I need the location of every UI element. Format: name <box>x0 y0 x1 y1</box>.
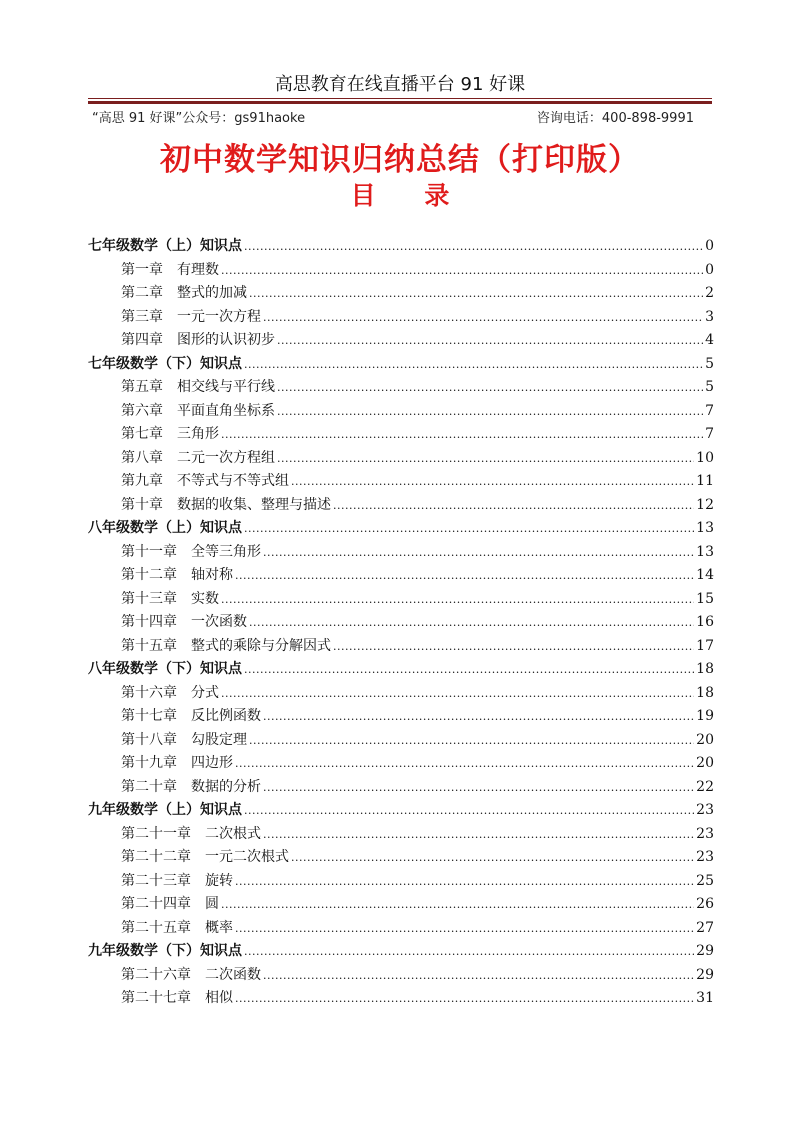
toc-label <box>88 940 242 960</box>
toc-page-number: 5 <box>705 355 714 372</box>
toc-dot-leader <box>249 732 694 748</box>
toc-dot-leader <box>249 285 703 301</box>
toc-dot-leader <box>244 802 694 818</box>
toc-dot-leader <box>277 450 694 466</box>
toc-label <box>88 658 242 678</box>
toc-chapter-title: 整式的加减 <box>177 285 247 301</box>
toc-chapter-row[interactable] <box>88 376 714 400</box>
toc-chapter-title: 一次函数 <box>191 614 247 630</box>
toc-page-number: 12 <box>696 496 714 513</box>
toc-chapter-title: 二次函数 <box>205 966 261 983</box>
toc-label <box>88 799 242 819</box>
toc-chapter-number: 第六章 <box>121 402 163 419</box>
toc-chapter-row[interactable] <box>88 494 714 518</box>
toc-label <box>121 400 275 420</box>
toc-section-title: 八年级数学（上）知识点 <box>88 520 242 536</box>
header-rule-thick <box>88 101 712 104</box>
toc-section-row[interactable] <box>88 517 714 541</box>
toc-page-number: 7 <box>705 402 714 419</box>
toc-chapter-number: 第三章 <box>121 308 163 325</box>
toc-page-number: 13 <box>696 543 714 560</box>
toc-chapter-row[interactable] <box>88 752 714 776</box>
toc-label <box>121 447 275 467</box>
toc-chapter-row[interactable] <box>88 588 714 612</box>
toc-chapter-row[interactable] <box>88 682 714 706</box>
toc-label <box>121 635 331 655</box>
toc-section-title: 九年级数学（下）知识点 <box>88 943 242 959</box>
toc-chapter-title: 轴对称 <box>191 567 233 583</box>
toc-chapter-row[interactable] <box>88 893 714 917</box>
toc-page-number: 19 <box>696 708 714 724</box>
toc-chapter-row[interactable] <box>88 423 714 447</box>
table-of-contents <box>88 235 714 1011</box>
toc-page-number: 27 <box>696 919 714 936</box>
toc-section-row[interactable] <box>88 235 714 259</box>
toc-chapter-number: 第二十二章 <box>121 849 191 865</box>
toc-label <box>88 353 242 373</box>
toc-chapter-number: 第十六章 <box>121 684 177 701</box>
toc-label <box>121 588 219 608</box>
phone-text: 咨询电话：400-898-9991 <box>536 111 694 126</box>
toc-chapter-title: 一元一次方程 <box>177 308 261 325</box>
toc-chapter-row[interactable] <box>88 846 714 870</box>
toc-page-number: 5 <box>705 379 714 395</box>
toc-page-number: 0 <box>705 238 714 254</box>
toc-label <box>121 494 331 514</box>
toc-dot-leader <box>244 356 703 372</box>
toc-chapter-title: 相似 <box>205 990 233 1006</box>
toc-chapter-number: 第九章 <box>121 473 163 489</box>
toc-label <box>121 776 261 796</box>
toc-dot-leader <box>235 990 694 1006</box>
toc-label <box>121 376 275 396</box>
toc-dot-leader <box>249 614 694 630</box>
toc-chapter-number: 第十四章 <box>121 614 177 630</box>
toc-page-number: 20 <box>696 755 714 771</box>
toc-label <box>121 823 261 843</box>
toc-chapter-title: 数据的收集、整理与描述 <box>177 496 331 513</box>
toc-chapter-title: 反比例函数 <box>191 708 261 724</box>
toc-dot-leader <box>263 967 694 983</box>
toc-chapter-title: 不等式与不等式组 <box>177 473 289 489</box>
toc-page-number: 7 <box>705 426 714 442</box>
toc-page-number: 4 <box>705 332 714 348</box>
toc-label <box>121 987 233 1007</box>
toc-dot-leader <box>235 567 694 583</box>
toc-chapter-row[interactable] <box>88 306 714 330</box>
toc-chapter-number: 第十二章 <box>121 567 177 583</box>
toc-chapter-title: 图形的认识初步 <box>177 332 275 348</box>
toc-page-number: 29 <box>696 943 714 959</box>
toc-page-number: 11 <box>696 473 714 489</box>
toc-dot-leader <box>263 826 694 842</box>
toc-chapter-title: 一元二次根式 <box>205 849 289 865</box>
toc-label <box>88 517 242 537</box>
toc-chapter-number: 第二十三章 <box>121 872 191 889</box>
toc-page-number: 15 <box>696 590 714 607</box>
toc-page-number: 22 <box>696 778 714 795</box>
toc-page-number: 23 <box>696 849 714 865</box>
toc-chapter-title: 全等三角形 <box>191 543 261 560</box>
toc-chapter-row[interactable] <box>88 329 714 353</box>
toc-dot-leader <box>235 920 694 936</box>
toc-chapter-row[interactable] <box>88 917 714 941</box>
toc-page-number: 26 <box>696 896 714 912</box>
toc-label <box>121 682 219 702</box>
toc-chapter-title: 有理数 <box>177 261 219 278</box>
toc-page-number: 13 <box>696 520 714 536</box>
toc-chapter-title: 整式的乘除与分解因式 <box>191 637 331 654</box>
toc-label <box>121 470 289 490</box>
toc-page-number: 20 <box>696 731 714 748</box>
toc-dot-leader <box>221 591 694 607</box>
toc-chapter-number: 第七章 <box>121 426 163 442</box>
toc-dot-leader <box>263 779 694 795</box>
toc-chapter-row[interactable] <box>88 282 714 306</box>
toc-page-number: 31 <box>696 990 714 1006</box>
toc-chapter-number: 第十九章 <box>121 755 177 771</box>
toc-chapter-row[interactable] <box>88 987 714 1011</box>
toc-chapter-row[interactable] <box>88 611 714 635</box>
toc-chapter-row[interactable] <box>88 635 714 659</box>
toc-label <box>121 846 289 866</box>
toc-chapter-title: 二元一次方程组 <box>177 449 275 466</box>
toc-label <box>121 329 275 349</box>
toc-chapter-title: 勾股定理 <box>191 731 247 748</box>
toc-label <box>121 306 261 326</box>
toc-page-number: 23 <box>696 825 714 842</box>
toc-dot-leader <box>244 661 694 677</box>
toc-label <box>121 611 247 631</box>
toc-dot-leader <box>221 426 703 442</box>
toc-chapter-row[interactable] <box>88 447 714 471</box>
toc-dot-leader <box>221 262 703 278</box>
toc-section-title: 七年级数学（下）知识点 <box>88 355 242 372</box>
toc-dot-leader <box>263 708 694 724</box>
subscribe-text: “高思 91 好课”公众号：gs91haoke <box>92 111 306 126</box>
toc-chapter-title: 四边形 <box>191 755 233 771</box>
toc-chapter-row[interactable] <box>88 259 714 283</box>
toc-chapter-title: 数据的分析 <box>191 778 261 795</box>
toc-chapter-number: 第二十章 <box>121 778 177 795</box>
toc-dot-leader <box>291 473 694 489</box>
toc-chapter-number: 第一章 <box>121 261 163 278</box>
toc-chapter-number: 第二十七章 <box>121 990 191 1006</box>
toc-dot-leader <box>333 638 694 654</box>
toc-page-number: 18 <box>696 684 714 701</box>
toc-dot-leader <box>244 238 703 254</box>
toc-label <box>121 282 247 302</box>
toc-dot-leader <box>263 544 694 560</box>
toc-chapter-number: 第十三章 <box>121 590 177 607</box>
toc-chapter-number: 第五章 <box>121 379 163 395</box>
toc-dot-leader <box>244 520 694 536</box>
toc-label <box>121 564 233 584</box>
toc-page-number: 14 <box>696 567 714 583</box>
toc-chapter-title: 概率 <box>205 919 233 936</box>
toc-label <box>88 235 242 255</box>
toc-section-title: 七年级数学（上）知识点 <box>88 238 242 254</box>
toc-dot-leader <box>221 896 694 912</box>
toc-chapter-row[interactable] <box>88 729 714 753</box>
toc-chapter-number: 第十章 <box>121 496 163 513</box>
toc-label <box>121 705 261 725</box>
page-header-title: 高思教育在线直播平台 91 好课 <box>274 74 526 95</box>
toc-dot-leader <box>221 685 694 701</box>
toc-dot-leader <box>277 379 703 395</box>
toc-chapter-number: 第十七章 <box>121 708 177 724</box>
toc-chapter-row[interactable] <box>88 776 714 800</box>
toc-label <box>121 729 247 749</box>
toc-chapter-row[interactable] <box>88 400 714 424</box>
toc-page-number: 16 <box>696 614 714 630</box>
toc-section-title: 九年级数学（上）知识点 <box>88 802 242 818</box>
toc-dot-leader <box>333 497 694 513</box>
toc-chapter-title: 分式 <box>191 684 219 701</box>
toc-section-title: 八年级数学（下）知识点 <box>88 661 242 677</box>
toc-label <box>121 541 261 561</box>
toc-dot-leader <box>235 873 694 889</box>
toc-section-row[interactable] <box>88 353 714 377</box>
toc-label <box>121 917 233 937</box>
toc-chapter-title: 实数 <box>191 590 219 607</box>
toc-chapter-number: 第二十六章 <box>121 966 191 983</box>
toc-chapter-row[interactable] <box>88 705 714 729</box>
toc-page-number: 2 <box>705 285 714 301</box>
toc-page-number: 29 <box>696 966 714 983</box>
toc-chapter-number: 第二章 <box>121 285 163 301</box>
toc-dot-leader <box>235 755 694 771</box>
toc-chapter-title: 相交线与平行线 <box>177 379 275 395</box>
toc-chapter-title: 旋转 <box>205 872 233 889</box>
toc-page-number: 18 <box>696 661 714 677</box>
toc-chapter-number: 第十八章 <box>121 731 177 748</box>
toc-chapter-row[interactable] <box>88 823 714 847</box>
toc-chapter-title: 平面直角坐标系 <box>177 402 275 419</box>
toc-section-row[interactable] <box>88 940 714 964</box>
toc-label <box>121 259 219 279</box>
toc-chapter-number: 第二十四章 <box>121 896 191 912</box>
toc-chapter-row[interactable] <box>88 964 714 988</box>
toc-chapter-title: 二次根式 <box>205 825 261 842</box>
document-title: 初中数学知识归纳总结（打印版） <box>160 142 640 178</box>
toc-section-row[interactable] <box>88 799 714 823</box>
toc-label <box>121 752 233 772</box>
toc-label <box>121 964 261 984</box>
toc-chapter-row[interactable] <box>88 541 714 565</box>
subheader <box>92 107 694 127</box>
toc-page-number: 0 <box>705 261 714 278</box>
toc-dot-leader <box>244 943 694 959</box>
toc-chapter-number: 第十一章 <box>121 543 177 560</box>
toc-chapter-row[interactable] <box>88 470 714 494</box>
toc-chapter-number: 第二十五章 <box>121 919 191 936</box>
toc-page-number: 10 <box>696 449 714 466</box>
toc-chapter-number: 第四章 <box>121 332 163 348</box>
toc-chapter-number: 第二十一章 <box>121 825 191 842</box>
toc-dot-leader <box>263 309 703 325</box>
toc-page-number: 17 <box>696 637 714 654</box>
toc-chapter-title: 圆 <box>205 896 219 912</box>
toc-label <box>121 870 233 890</box>
toc-dot-leader <box>277 403 703 419</box>
toc-dot-leader <box>291 849 694 865</box>
toc-chapter-number: 第十五章 <box>121 637 177 654</box>
toc-page-number: 3 <box>705 308 714 325</box>
toc-chapter-row[interactable] <box>88 564 714 588</box>
toc-heading: 目 录 <box>350 181 450 210</box>
toc-section-row[interactable] <box>88 658 714 682</box>
toc-label <box>121 423 219 443</box>
header-rule-thin <box>88 98 712 99</box>
toc-chapter-row[interactable] <box>88 870 714 894</box>
toc-chapter-number: 第八章 <box>121 449 163 466</box>
toc-label <box>121 893 219 913</box>
toc-page-number: 25 <box>696 872 714 889</box>
toc-chapter-title: 三角形 <box>177 426 219 442</box>
toc-page-number: 23 <box>696 802 714 818</box>
toc-dot-leader <box>277 332 703 348</box>
